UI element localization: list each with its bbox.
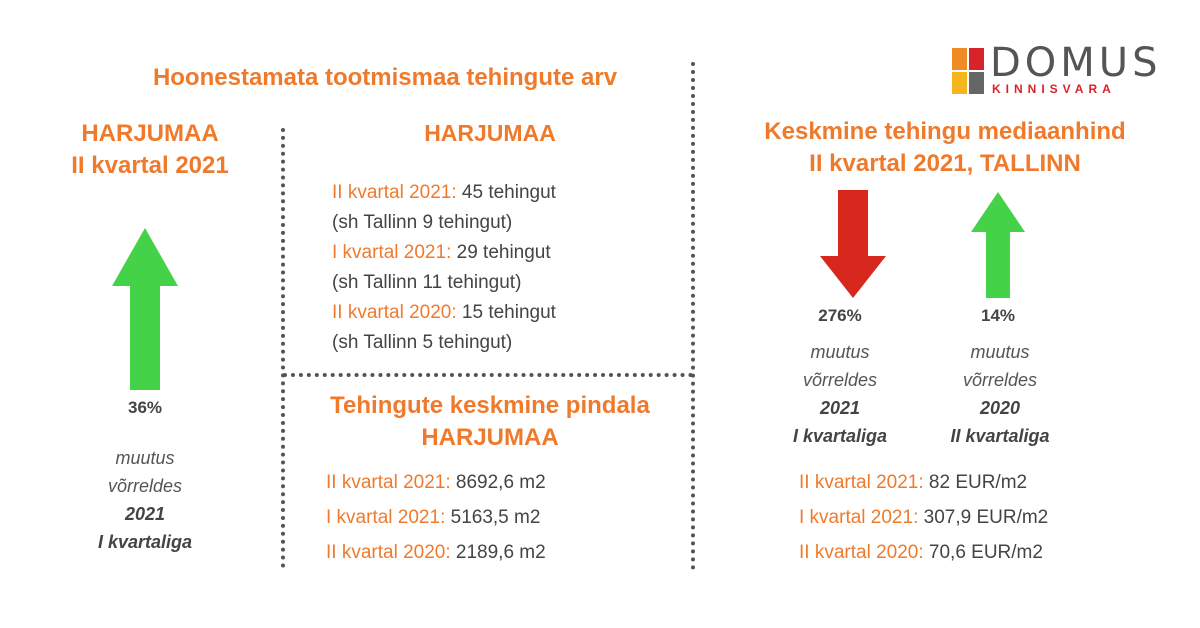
area-title-line2: HARJUMAA <box>421 424 559 451</box>
divider-center-horizontal <box>283 373 693 377</box>
logo-name: DOMUS <box>990 40 1162 86</box>
logo-subtitle: KINNISVARA <box>992 82 1116 96</box>
left-title-line1: HARJUMAA <box>81 120 219 147</box>
divider-center-vertical <box>691 62 695 570</box>
deals-row: (sh Tallinn 5 tehingut) <box>332 332 513 353</box>
price-row: II kvartal 2020: 70,6 EUR/m2 <box>799 542 1043 563</box>
left-title-region <box>40 118 260 182</box>
price-down-note <box>765 338 915 450</box>
price-down-note-line3: 2021 <box>819 398 861 418</box>
price-title-region <box>720 116 1170 180</box>
deals-row: II kvartal 2020: 15 tehingut <box>332 302 556 323</box>
price-up-arrow-icon <box>970 192 1026 298</box>
left-note-line2: võrreldes <box>107 476 183 496</box>
deals-title: HARJUMAA <box>424 120 556 146</box>
left-note-line1: muutus <box>115 448 175 468</box>
area-row: II kvartal 2021: 8692,6 m2 <box>326 472 546 493</box>
deals-list <box>332 178 556 358</box>
area-list <box>326 465 546 570</box>
left-up-arrow-icon <box>110 228 180 390</box>
price-up-note-line2: võrreldes <box>962 370 1038 390</box>
price-row: II kvartal 2021: 82 EUR/m2 <box>799 472 1028 493</box>
price-down-percent: 276% <box>818 306 862 325</box>
price-down-arrow-icon <box>818 190 888 298</box>
price-down-note-line4: I kvartaliga <box>792 426 888 446</box>
price-title-line1: Keskmine tehingu mediaanhind <box>764 118 1126 145</box>
deals-row: I kvartal 2021: 29 tehingut <box>332 242 551 263</box>
price-title-line2: II kvartal 2021, TALLINN <box>809 150 1081 177</box>
price-row: I kvartal 2021: 307,9 EUR/m2 <box>799 507 1049 528</box>
left-note-line3: 2021 <box>124 504 166 524</box>
price-list <box>799 465 1048 570</box>
price-up-percent: 14% <box>980 306 1016 325</box>
left-title-line2: II kvartal 2021 <box>71 152 229 179</box>
price-up-note-line3: 2020 <box>979 398 1021 418</box>
left-percent: 36% <box>127 398 163 417</box>
area-row: I kvartal 2021: 5163,5 m2 <box>326 507 541 528</box>
price-up-note <box>925 338 1075 450</box>
left-note <box>50 444 240 556</box>
area-row: II kvartal 2020: 2189,6 m2 <box>326 542 546 563</box>
price-down-note-line2: võrreldes <box>802 370 878 390</box>
price-down-note-line1: muutus <box>810 342 870 362</box>
deals-row: II kvartal 2021: 45 tehingut <box>332 182 556 203</box>
page-title: Hoonestamata tootmismaa tehingute arv <box>152 64 618 91</box>
divider-left-vertical <box>281 128 285 568</box>
price-up-note-line4: II kvartaliga <box>950 426 1050 446</box>
area-title-line1: Tehingute keskmine pindala <box>330 392 650 419</box>
logo-mark-icon <box>952 48 988 94</box>
domus-logo <box>952 40 1162 98</box>
price-up-note-line1: muutus <box>970 342 1030 362</box>
left-note-line4: I kvartaliga <box>97 532 193 552</box>
area-title-region <box>295 390 685 454</box>
deals-row: (sh Tallinn 9 tehingut) <box>332 212 513 233</box>
deals-row: (sh Tallinn 11 tehingut) <box>332 272 522 293</box>
